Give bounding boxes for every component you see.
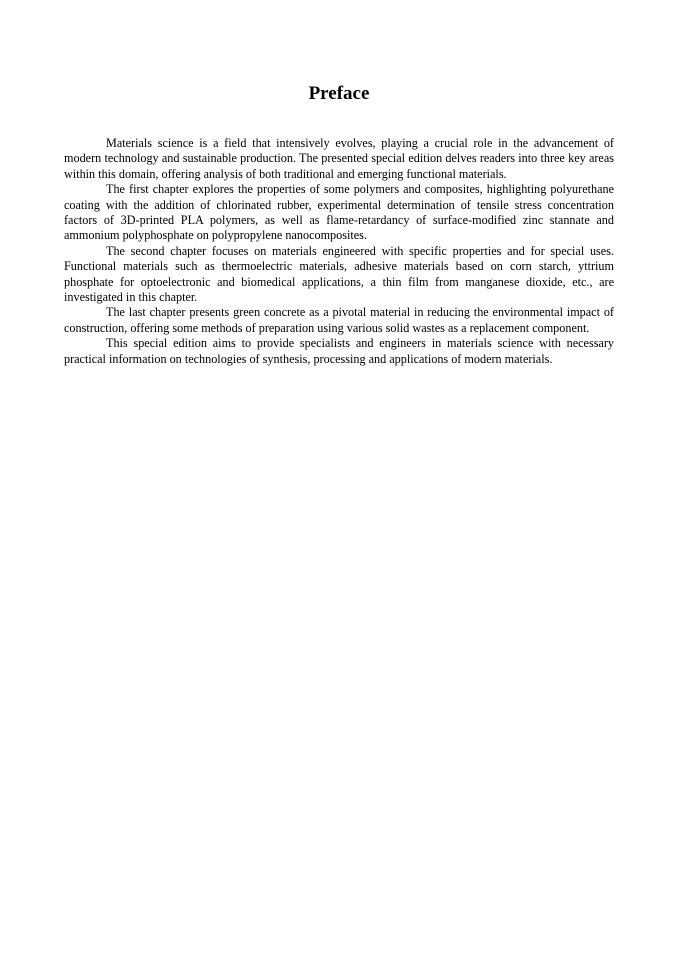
paragraph-last-chapter: The last chapter presents green concrete as a pivotal material in reducing the environmental impact of construction, offering some methods of preparation using various solid wastes as a replacement component. (64, 305, 614, 335)
page-title: Preface (308, 83, 370, 104)
paragraph-second-chapter: The second chapter focuses on materials engineered with specific properties and for special uses. Functional materials such as thermoelectric materials, adhesive materials based on corn starch, yttrium phosphate for optoelectronic and biomedical applications, a thin film from manganese dioxide, etc., are investigated in this chapter. (64, 243, 614, 305)
paragraph-conclusion: This special edition aims to provide specialists and engineers in materials science with necessary practical information on technologies of synthesis, processing and applications of modern materials. (64, 336, 614, 366)
paragraph-intro: Materials science is a field that intensively evolves, playing a crucial role in the advancement of modern technology and sustainable production. The presented special edition delves readers into three key areas within this domain, offering analysis of both traditional and emerging functional materials. (64, 136, 614, 181)
preface-body (64, 136, 614, 367)
paragraph-first-chapter: The first chapter explores the properties of some polymers and composites, highlighting polyurethane coating with the addition of chlorinated rubber, experimental determination of tensile stress concentration factors of 3D-printed PLA polymers, as well as flame-retardancy of surface-modified zinc stannate and ammonium polyphosphate on polypropylene nanocomposites. (64, 182, 614, 243)
